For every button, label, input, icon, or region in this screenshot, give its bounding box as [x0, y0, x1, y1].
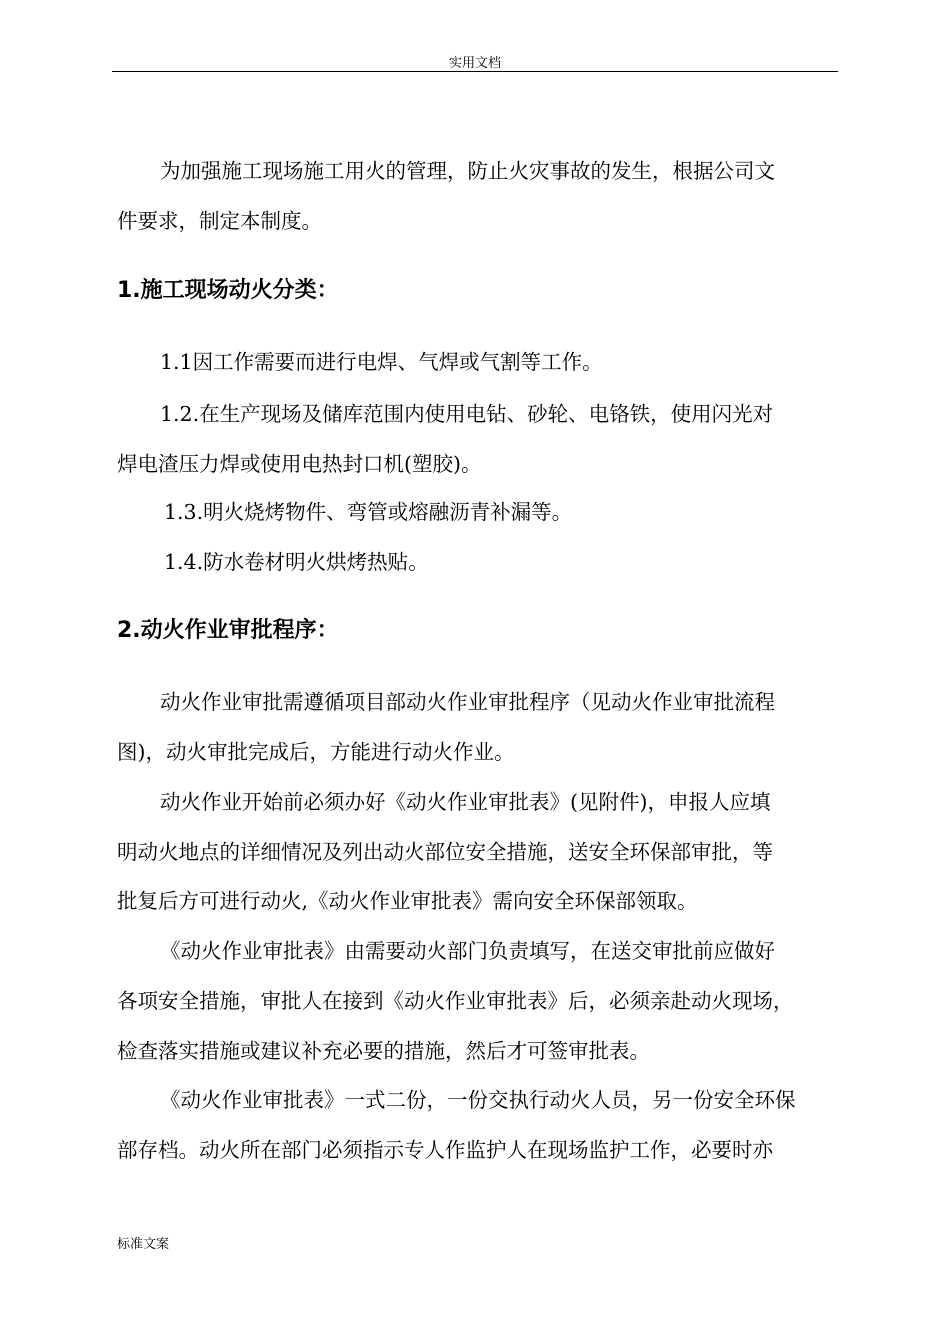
para-2-line-1: 动火作业开始前必须办好《动火作业审批表》(见附件)，申报人应填 [160, 790, 771, 814]
page-header: 实用文档 [448, 56, 501, 71]
para-2-line-3: 批复后方可进行动火,《动火作业审批表》需向安全环保部领取。 [117, 889, 698, 913]
para-3-line-2: 各项安全措施，审批人在接到《动火作业审批表》后，必须亲赴动火现场， [117, 989, 794, 1013]
item-1-3: 1.3.明火烧烤物件、弯管或熔融沥青补漏等。 [164, 500, 573, 524]
intro-line-1: 为加强施工现场施工用火的管理，防止火灾事故的发生，根据公司文 [160, 159, 775, 183]
para-1-line-2: 图)，动火审批完成后，方能进行动火作业。 [117, 740, 515, 764]
section-1-heading: 1.施工现场动火分类： [117, 278, 339, 303]
para-3-line-3: 检查落实措施或建议补充必要的措施，然后才可签审批表。 [117, 1039, 650, 1063]
para-1-line-1: 动火作业审批需遵循项目部动火作业审批程序（见动火作业审批流程 [160, 690, 775, 714]
para-3-line-1: 《动火作业审批表》由需要动火部门负责填写，在送交审批前应做好 [160, 939, 775, 963]
para-4-line-1: 《动火作业审批表》一式二份，一份交执行动火人员，另一份安全环保 [160, 1088, 796, 1112]
header-rule [112, 71, 838, 72]
intro-line-2: 件要求，制定本制度。 [117, 209, 322, 233]
item-1-2-line-2: 焊电渣压力焊或使用电热封口机(塑胶)。 [117, 452, 482, 476]
item-1-1: 1.1因工作需要而进行电焊、气焊或气割等工作。 [160, 350, 603, 374]
item-1-2-line-1: 1.2.在生产现场及储库范围内使用电钻、砂轮、电铬铁，使用闪光对 [160, 402, 774, 426]
item-1-4: 1.4.防水卷材明火烘烤热贴。 [164, 550, 429, 574]
para-4-line-2: 部存档。动火所在部门必须指示专人作监护人在现场监护工作，必要时亦 [117, 1138, 773, 1162]
section-2-heading: 2.动火作业审批程序： [117, 618, 339, 643]
para-2-line-2: 明动火地点的详细情况及列出动火部位安全措施，送安全环保部审批，等 [117, 840, 773, 864]
page-footer: 标准文案 [117, 1237, 170, 1252]
